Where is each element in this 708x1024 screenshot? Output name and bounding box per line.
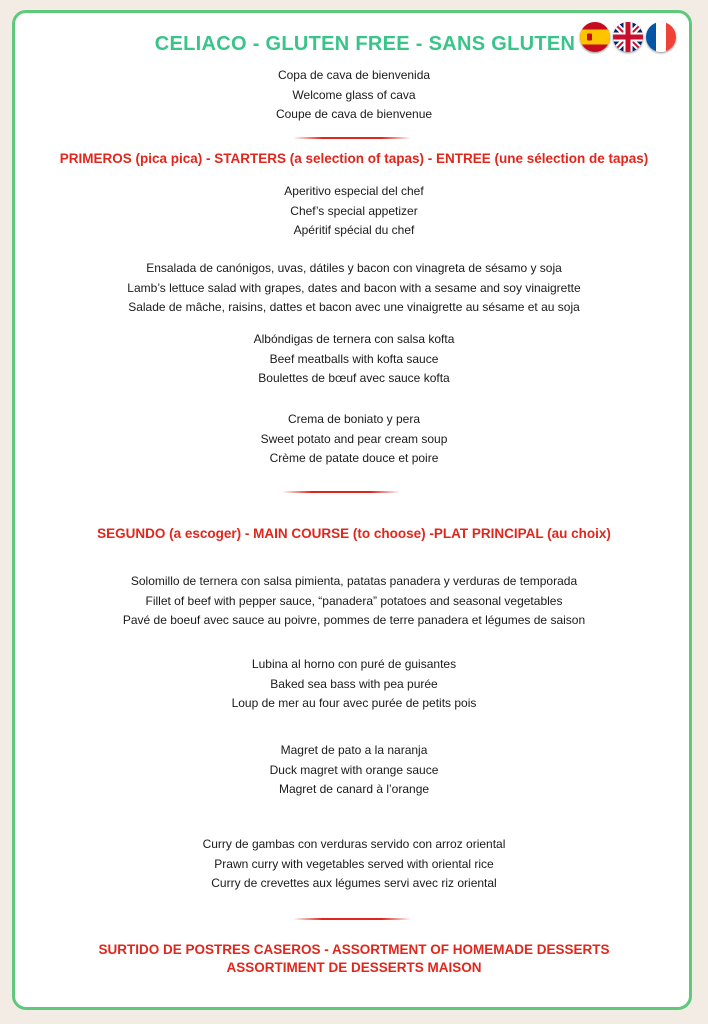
starter-item: [0, 410, 708, 469]
main-course-heading: SEGUNDO (a escoger) - MAIN COURSE (to choose) -PLAT PRINCIPAL (au choix): [97, 526, 611, 541]
dish-name-fr: Apéritif spécial du chef: [293, 223, 415, 237]
dish-name-en: Beef meatballs with kofta sauce: [269, 351, 439, 366]
dish-name-fr: Salade de mâche, raisins, dattes et bacon avec une vinaigrette au sésame et au soja: [128, 300, 580, 314]
dish-name-en: Welcome glass of cava: [292, 87, 416, 102]
section-divider: [293, 918, 411, 920]
dish-name-es: Magret de pato a la naranja: [280, 743, 428, 757]
dish-name-fr: Coupe de cava de bienvenue: [275, 107, 433, 121]
dish-name-es: Lubina al horno con puré de guisantes: [251, 657, 457, 671]
dish-name-fr: Pavé de boeuf avec sauce au poivre, pommes de terre panadera et légumes de saison: [122, 613, 586, 627]
dish-name-en: Baked sea bass with pea purée: [270, 676, 438, 691]
language-selector: [580, 22, 676, 54]
dish-name-en: Duck magret with orange sauce: [269, 762, 439, 777]
starter-item: [0, 182, 708, 241]
dish-name-es: Ensalada de canónigos, uvas, dátiles y bacon con vinagreta de sésamo y soja: [146, 261, 562, 275]
desserts-heading-line1: SURTIDO DE POSTRES CASEROS - ASSORTMENT OF HOMEMADE DESSERTS: [98, 942, 610, 957]
dish-name-fr: Curry de crevettes aux légumes servi avec riz oriental: [211, 876, 497, 890]
welcome-drink: [0, 66, 708, 125]
section-divider: [293, 137, 411, 139]
desserts-heading: [0, 941, 708, 977]
dish-name-en: Lamb’s lettuce salad with grapes, dates and bacon with a sesame and soy vinaigrette: [127, 280, 581, 295]
dish-name-fr: Boulettes de bœuf avec sauce kofta: [258, 371, 450, 385]
flag-uk-icon[interactable]: [613, 22, 643, 52]
dish-name-es: Solomillo de ternera con salsa pimienta, patatas panadera y verduras de temporada: [130, 574, 578, 588]
main-course-item: [0, 572, 708, 631]
dish-name-en: Prawn curry with vegetables served with oriental rice: [214, 856, 494, 871]
dish-name-en: Chef’s special appetizer: [290, 203, 418, 218]
dish-name-es: Aperitivo especial del chef: [284, 184, 424, 198]
starter-item: [0, 259, 708, 318]
main-course-item: [0, 655, 708, 714]
dish-name-en: Sweet potato and pear cream soup: [260, 431, 448, 446]
starters-heading: PRIMEROS (pica pica) - STARTERS (a selection of tapas) - ENTREE (une sélection de tapas): [59, 151, 649, 166]
dish-name-fr: Crème de patate douce et poire: [269, 451, 439, 465]
dish-name-es: Curry de gambas con verduras servido con arroz oriental: [202, 837, 506, 851]
dish-name-fr: Magret de canard à l’orange: [278, 782, 430, 796]
starter-item: [0, 330, 708, 389]
flag-spain-icon[interactable]: [580, 22, 610, 52]
menu-title: CELIACO - GLUTEN FREE - SANS GLUTEN: [154, 33, 576, 55]
dish-name-fr: Loup de mer au four avec purée de petits pois: [231, 696, 477, 710]
dish-name-en: Fillet of beef with pepper sauce, “panadera” potatoes and seasonal vegetables: [145, 593, 563, 608]
flag-france-icon[interactable]: [646, 22, 676, 52]
section-divider: [282, 491, 400, 493]
dish-name-es: Albóndigas de ternera con salsa kofta: [253, 332, 455, 346]
desserts-heading-line2: ASSORTIMENT DE DESSERTS MAISON: [226, 960, 482, 975]
main-course-item: [0, 835, 708, 894]
dish-name-es: Copa de cava de bienvenida: [277, 68, 431, 82]
main-course-item: [0, 741, 708, 800]
dish-name-es: Crema de boniato y pera: [287, 412, 421, 426]
